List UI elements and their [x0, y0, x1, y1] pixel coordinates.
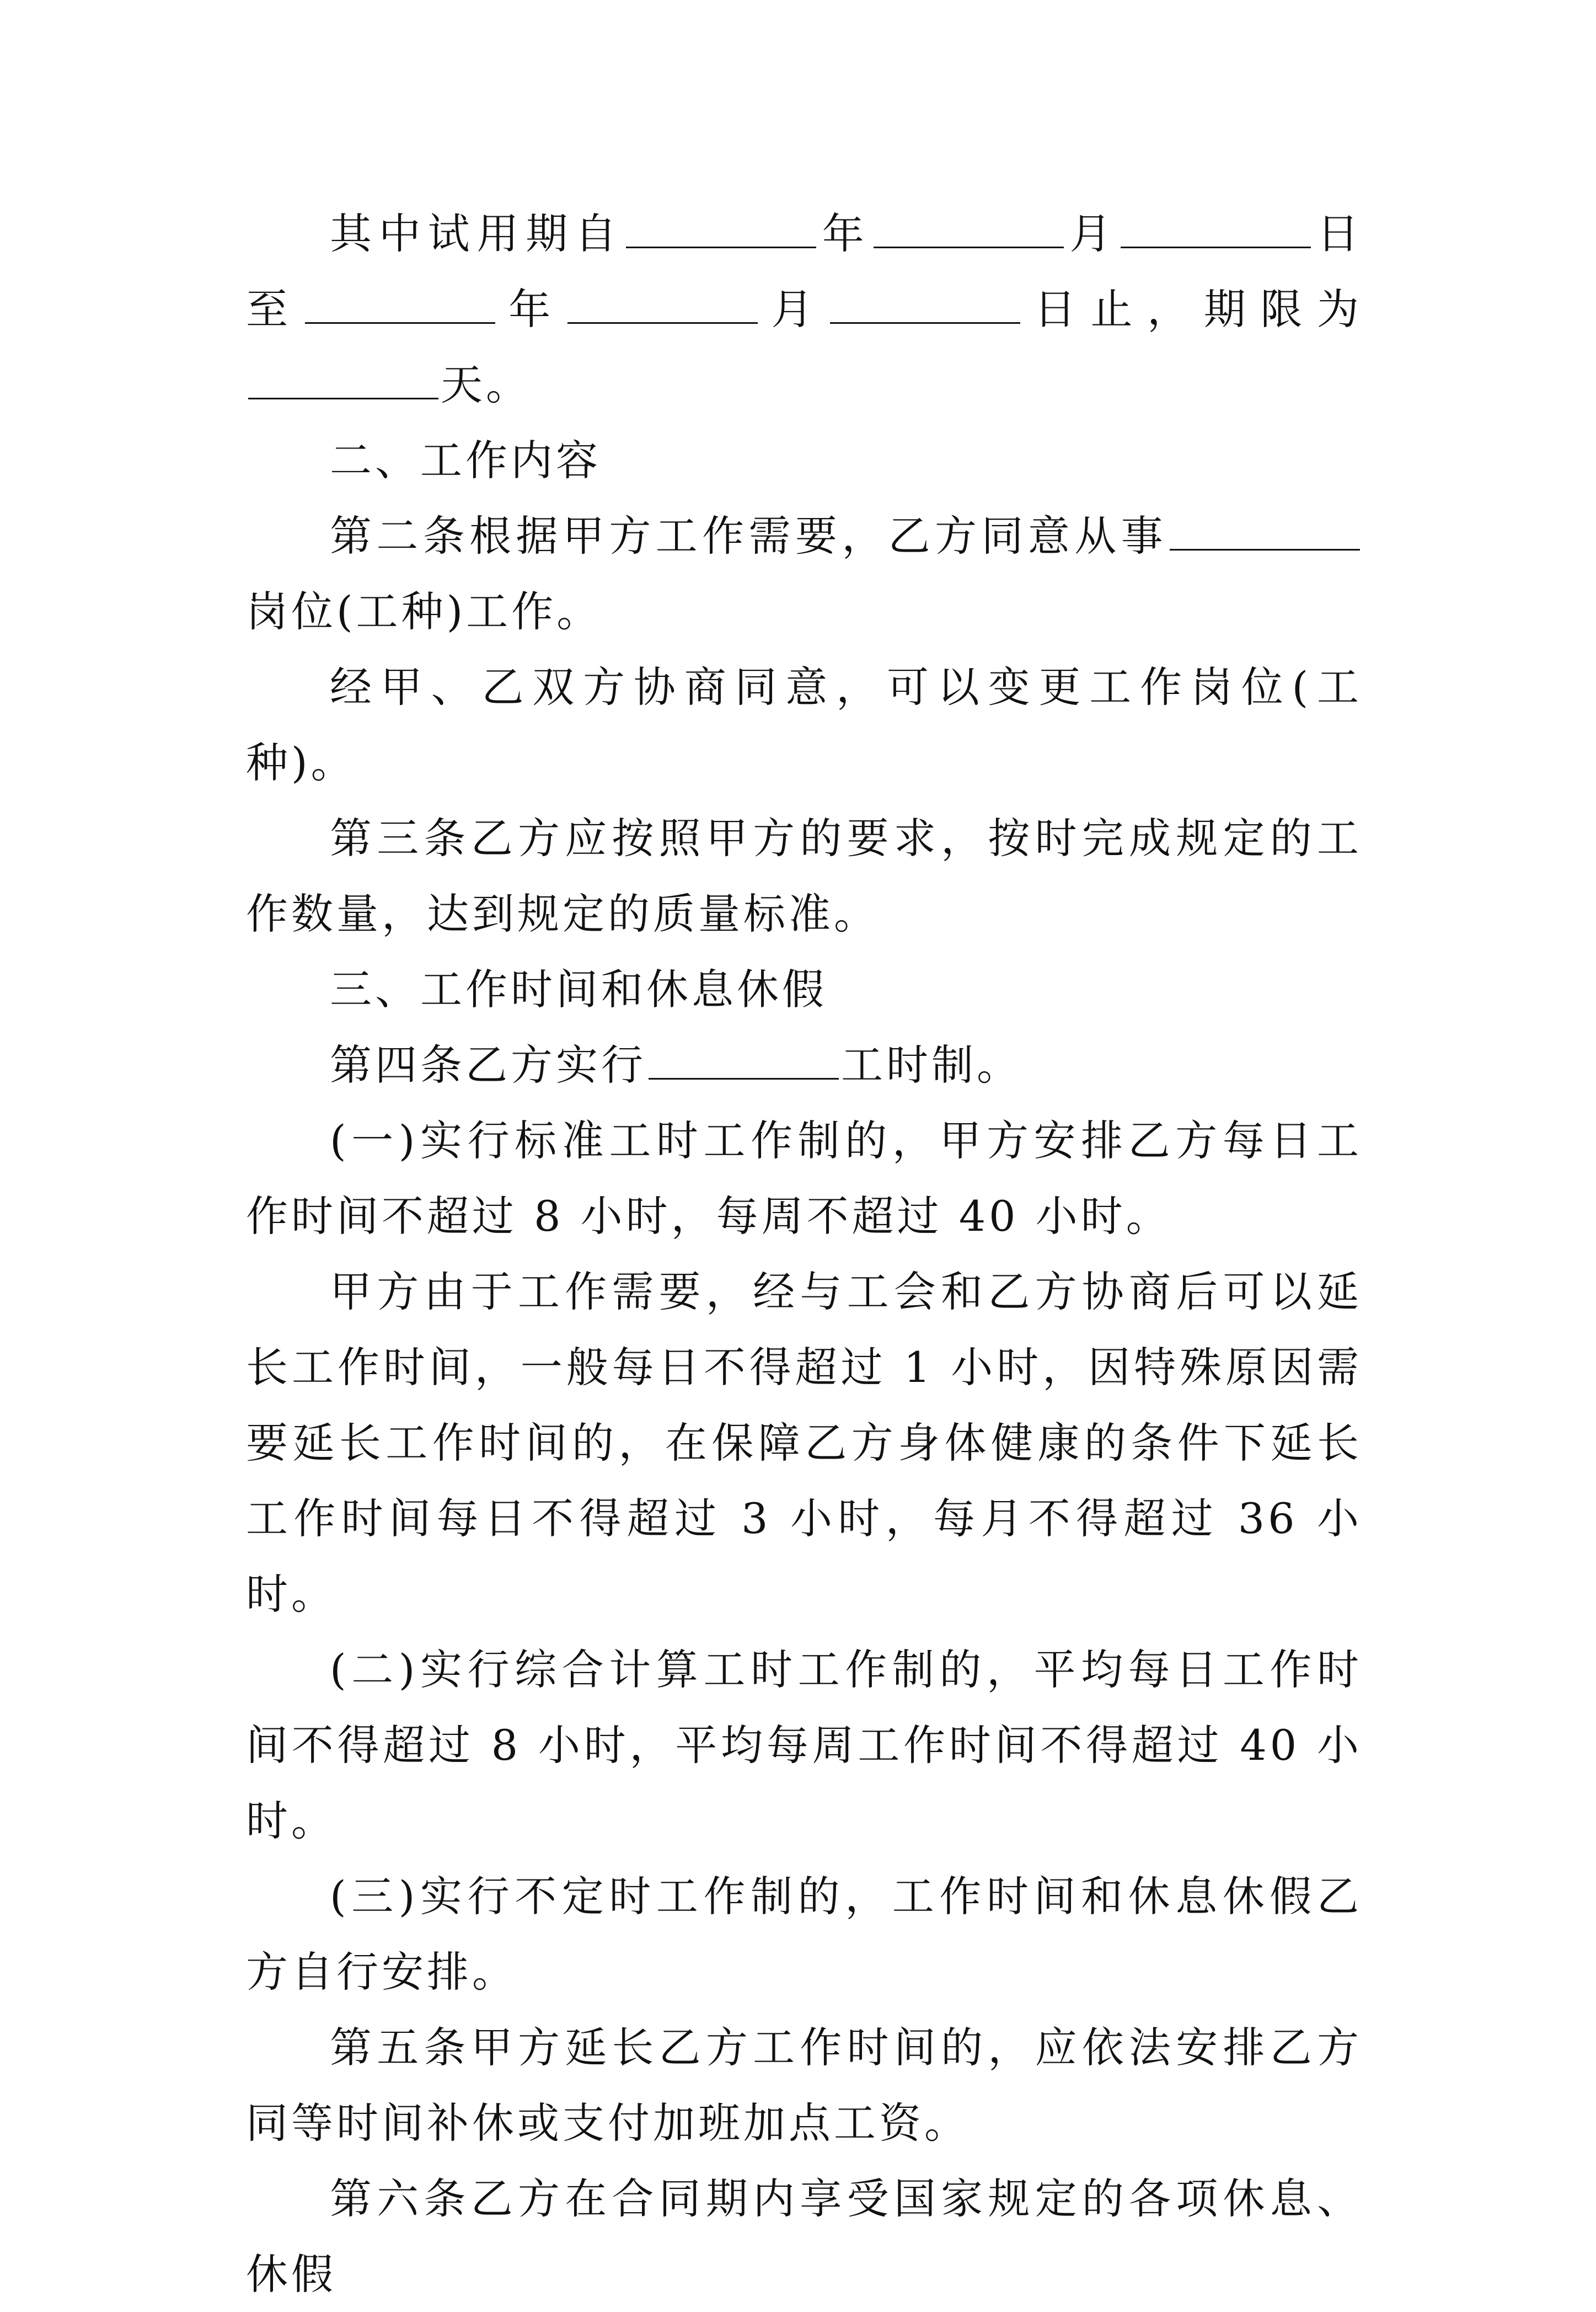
article2-text-a: 第二条根据甲方工作需要，乙方同意从事	[330, 511, 1167, 560]
article2-text-b: 岗位(工种)工作。	[246, 587, 602, 636]
blank-year-start	[626, 211, 816, 248]
probation-days-label: 天。	[441, 360, 531, 409]
article4-text-b: 工时制。	[841, 1040, 1022, 1090]
blank-day-end	[830, 287, 1020, 324]
probation-month2-label: 月	[759, 285, 828, 334]
probation-paragraph	[246, 196, 1362, 423]
article2-paragraph	[246, 498, 1362, 649]
blank-year-end	[305, 287, 495, 324]
blank-work-hours-system	[649, 1043, 839, 1080]
article4-paragraph	[246, 1027, 1362, 1103]
item2-paragraph: (二)实行综合计算工时工作制的，平均每日工作时间不得超过 8 小时，平均每周工作时间不得超过 40 小时。	[246, 1645, 1362, 1845]
item1-paragraph: (一)实行标准工时工作制的，甲方安排乙方每日工作时间不超过 8 小时，每周不超过 40 小时。	[246, 1116, 1362, 1241]
article6-paragraph: 第六条乙方在合同期内享受国家规定的各项休息、休假	[246, 2174, 1362, 2299]
probation-month-label: 月	[1065, 209, 1119, 258]
blank-day-start	[1121, 211, 1311, 248]
document-body	[246, 196, 1362, 2312]
probation-prefix: 其中试用期自	[330, 209, 624, 258]
blank-month-start	[874, 211, 1064, 248]
blank-duration	[248, 362, 438, 399]
probation-year2-label: 年	[497, 285, 565, 334]
blank-position	[1170, 514, 1360, 551]
section2-heading: 二、工作内容	[330, 436, 601, 485]
item3-paragraph: (三)实行不定时工作制的，工作时间和休息休假乙方自行安排。	[246, 1872, 1362, 1996]
blank-month-end	[567, 287, 758, 324]
section3-heading: 三、工作时间和休息休假	[330, 965, 827, 1014]
probation-year-label: 年	[818, 209, 871, 258]
item1-note: 甲方由于工作需要，经与工会和乙方协商后可以延长工作时间，一般每日不得超过 1 小时，因特殊原因需要延长工作时间的，在保障乙方身体健康的条件下延长工作时间每日不得超过 3 小时，每月不得超过 36 小时。	[246, 1267, 1362, 1619]
probation-day-to-label: 日至	[246, 209, 1363, 334]
article5-paragraph: 第五条甲方延长乙方工作时间的，应依法安排乙方同等时间补休或支付加班加点工资。	[246, 2023, 1362, 2148]
article4-text-a: 第四条乙方实行	[330, 1040, 646, 1090]
probation-day-end-label: 日止，期限为	[1022, 285, 1363, 334]
article3-paragraph: 第三条乙方应按照甲方的要求，按时完成规定的工作数量，达到规定的质量标准。	[246, 814, 1362, 938]
article2-note: 经甲、乙双方协商同意，可以变更工作岗位(工种)。	[246, 663, 1362, 787]
